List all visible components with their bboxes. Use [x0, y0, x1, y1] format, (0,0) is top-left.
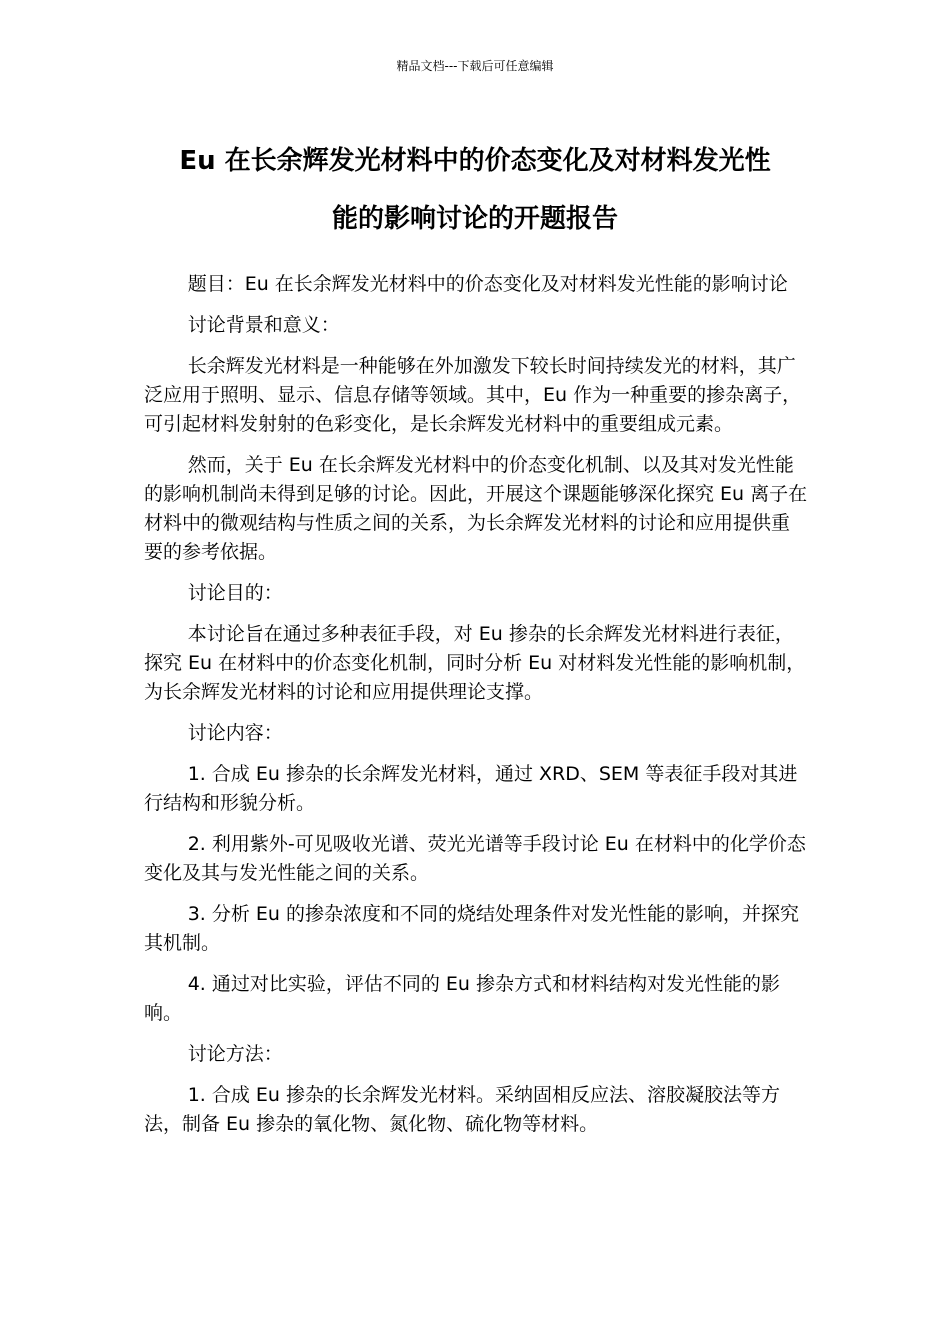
heading-purpose: 讨论目的：	[187, 582, 283, 604]
title-line-1: Eu 在长余辉发光材料中的价态变化及对材料发光性	[179, 146, 771, 176]
method-item-1: 1. 合成 Eu 掺杂的长余辉发光材料。采纳固相反应法、溶胶凝胶法等方法，制备 Eu 掺杂的氧化物、氮化物、硫化物等材料。	[144, 1084, 780, 1135]
paragraph-background-1: 长余辉发光材料是一种能够在外加激发下较长时间持续发光的材料，其广泛应用于照明、显示、信息存储等领域。其中，Eu 作为一种重要的掺杂离子，可引起材料发射射的色彩变化，是长余辉发光材料中的重要组成元素。	[144, 355, 802, 435]
heading-method: 讨论方法：	[187, 1043, 283, 1065]
header-note: 精品文档---下载后可任意编辑	[396, 59, 554, 73]
heading-content: 讨论内容：	[187, 722, 283, 744]
paragraph-background-2: 然而，关于 Eu 在长余辉发光材料中的价态变化机制、以及其对发光性能的影响机制尚未得到足够的讨论。因此，开展这个课题能够深化探究 Eu 离子在材料中的微观结构与性质之间的关系，为长余辉发光材料的讨论和应用提供重要的参考依据。	[144, 454, 808, 563]
document-title	[120, 132, 830, 248]
title-line-2: 能的影响讨论的开题报告	[331, 204, 618, 234]
content-item-2: 2. 利用紫外-可见吸收光谱、荧光光谱等手段讨论 Eu 在材料中的化学价态变化及其与发光性能之间的关系。	[144, 833, 806, 884]
paragraph-purpose: 本讨论旨在通过多种表征手段，对 Eu 掺杂的长余辉发光材料进行表征，探究 Eu 在材料中的价态变化机制，同时分析 Eu 对材料发光性能的影响机制，为长余辉发光材料的讨论和应用提供理论支撑。	[144, 623, 806, 703]
content-item-3: 3. 分析 Eu 的掺杂浓度和不同的烧结处理条件对发光性能的影响，并探究其机制。	[144, 903, 799, 954]
paragraph-topic: 题目：Eu 在长余辉发光材料中的价态变化及对材料发光性能的影响讨论	[187, 273, 788, 295]
content-item-4: 4. 通过对比实验，评估不同的 Eu 掺杂方式和材料结构对发光性能的影响。	[144, 973, 780, 1024]
heading-background: 讨论背景和意义：	[187, 314, 340, 336]
content-item-1: 1. 合成 Eu 掺杂的长余辉发光材料，通过 XRD、SEM 等表征手段对其进行结构和形貌分析。	[144, 763, 798, 814]
document-body	[144, 270, 808, 1151]
